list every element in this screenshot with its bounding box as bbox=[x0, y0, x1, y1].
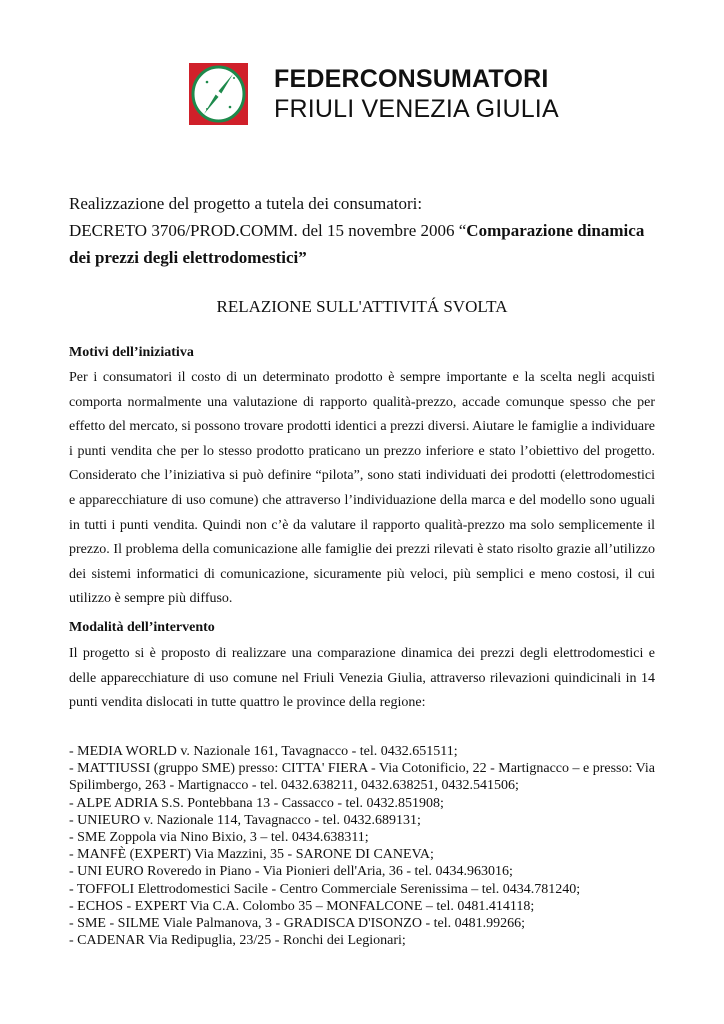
list-item: - SME - SILME Viale Palmanova, 3 - GRADISCA D'ISONZO - tel. 0481.99266; bbox=[69, 916, 526, 932]
list-item: - MANFÈ (EXPERT) Via Mazzini, 35 - SARONE DI CANEVA; bbox=[69, 847, 434, 863]
list-item: - MEDIA WORLD v. Nazionale 161, Tavagnacco - tel. 0432.651511; bbox=[69, 744, 458, 759]
organization-region: FRIULI VENEZIA GIULIA bbox=[274, 95, 559, 123]
organization-header bbox=[274, 64, 559, 124]
list-item: - SME Zoppola via Nino Bixio, 3 – tel. 0434.638311; bbox=[69, 830, 369, 846]
list-item: - ALPE ADRIA S.S. Pontebbana 13 - Cassacco - tel. 0432.851908; bbox=[69, 795, 444, 811]
decree-reference: DECRETO 3706/PROD.COMM. del 15 novembre 2006 “ bbox=[69, 221, 467, 240]
list-item: - TOFFOLI Elettrodomestici Sacile - Centro Commerciale Serenissima – tel. 0434.781240; bbox=[69, 881, 581, 897]
section-heading-modalita: Modalità dell’intervento bbox=[69, 620, 215, 635]
project-title-line bbox=[69, 244, 659, 271]
list-item: - MATTIUSSI (gruppo SME) presso: CITTA' FIERA - Via Cotonificio, 22 - Martignacco – e presso: Via Spilimbergo, 263 - Martignacco - tel. 0432.638211, 0432.638251, 0432.541506; bbox=[69, 761, 655, 794]
list-item: - ECHOS - EXPERT Via C.A. Colombo 35 – MONFALCONE – tel. 0481.414118; bbox=[69, 898, 535, 914]
compass-logo-icon bbox=[189, 63, 248, 125]
list-item: - UNI EURO Roveredo in Piano - Via Pionieri dell'Aria, 36 - tel. 0434.963016; bbox=[69, 864, 513, 880]
project-title-part2: dei prezzi degli elettrodomestici” bbox=[69, 248, 307, 267]
decree-line bbox=[69, 217, 659, 244]
intro-line: Realizzazione del progetto a tutela dei consumatori: bbox=[69, 194, 423, 213]
report-title: RELAZIONE SULL'ATTIVITÁ SVOLTA bbox=[216, 297, 508, 316]
section-body-motivi: Per i consumatori il costo di un determinato prodotto è sempre importante e la scelta negli acquisti comporta normalmente una valutazione di rapporto qualità-prezzo, accade comunque spesso che per effetto del mercato, si possono trovare prodotti identici a prezzi diversi. Aiutare le famiglie a individuare i punti vendita che per lo stesso prodotto praticano un prezzo inferiore e stato l’obiettivo del progetto. Considerato che l’iniziativa si può definire “pilota”, sono stati individuati dei prodotti (elettrodomestici e apparecchiature di uso comune) che attraverso l’individuazione della marca e del modello sono uguali in tutti i punti vendita. Quindi non c’è da valutare il rapporto qualità-prezzo ma solo semplicemente il prezzo. Il problema della comunicazione alle famiglie dei prezzi rilevati è stato risolto grazie all’utilizzo dei sistemi informatici di comunicazione, sicuramente più veloci, più semplici e meno costosi, il cui utilizzo è sempre più diffuso. bbox=[69, 370, 655, 607]
project-title-part1: Comparazione dinamica bbox=[466, 221, 645, 240]
section-heading-motivi: Motivi dell’iniziativa bbox=[69, 345, 194, 360]
list-item: - CADENAR Via Redipuglia, 23/25 - Ronchi dei Legionari; bbox=[69, 933, 406, 949]
section-body-modalita: Il progetto si è proposto di realizzare una comparazione dinamica dei prezzi degli elettrodomestici e delle apparecchiature di uso comune nel Friuli Venezia Giulia, attraverso rilevazioni quindicinali in 14 punti vendita dislocati in tutte quattro le province della regione: bbox=[69, 646, 655, 711]
store-list bbox=[69, 743, 655, 949]
project-intro bbox=[69, 190, 659, 271]
organization-name: FEDERCONSUMATORI bbox=[274, 65, 549, 93]
list-item: - UNIEURO v. Nazionale 114, Tavagnacco - tel. 0432.689131; bbox=[69, 812, 421, 828]
